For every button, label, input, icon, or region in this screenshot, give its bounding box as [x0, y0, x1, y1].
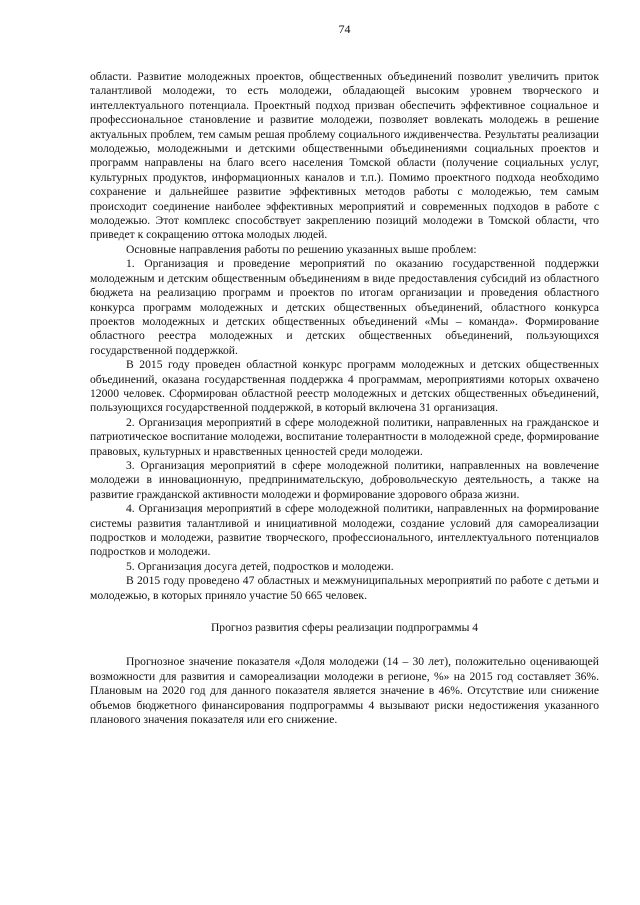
paragraph-2015-contest: В 2015 году проведен областной конкурс программ молодежных и детских общественных объединений, оказана государственная поддержка 4 программам, мероприятиями которых охвачено 12000 человек. Сформирован областной реестр молодежных и детских общественных объединений, пользующихся государственной поддержкой, в который включена 31 организация.	[90, 358, 599, 415]
paragraph-direction-2: 2. Организация мероприятий в сфере молодежной политики, направленных на гражданское и патриотическое воспитание молодежи, воспитание толерантности в молодежной среде, формирование правовых, культурных и нравственных ценностей среди молодежи.	[90, 415, 599, 458]
paragraph-direction-3: 3. Организация мероприятий в сфере молодежной политики, направленных на вовлечение молодежи в инновационную, предпринимательскую, добровольческую деятельность, а также на развитие гражданской активности молодежи и формирование здорового образа жизни.	[90, 458, 599, 501]
section-heading: Прогноз развития сферы реализации подпрограммы 4	[210, 621, 479, 635]
paragraph-2015-events: В 2015 году проведено 47 областных и межмуниципальных мероприятий по работе с детьми и молодежью, в которых приняло участие 50 665 человек.	[90, 574, 599, 602]
paragraph-forecast: Прогнозное значение показателя «Доля молодежи (14 – 30 лет), положительно оценивающей возможности для развития и самореализации молодежи в регионе, %» на 2015 год составляет 36%. Плановым на 2020 год для данного показателя является значение в 46%. Отсутствие или снижение объемов бюджетного финансирования подпрограммы 4 вызывают риски недостижения указанного планового значения показателя или его снижение.	[90, 655, 599, 727]
paragraph-direction-5: 5. Организация досуга детей, подростков и молодежи.	[126, 559, 394, 573]
paragraph-intro-continuation: области. Развитие молодежных проектов, общественных объединений позволит увеличить приток талантливой молодежи, то есть молодежи, обладающей высоким уровнем творческого и интеллектуального потенциала. Проектный подход призван обеспечить эффективное социальное и профессиональное становление и развитие молодежи, позволяет вовлекать молодежь в решение актуальных проблем, тем самым решая проблему социального иждивенчества. Результаты реализации молодежью, молодежными и детскими общественными объединениями социальных проектов и программ направлены на благо всего населения Томской области (получение социальных услуг, культурных продуктов, информационных каналов и т.п.). Помимо проектного подхода необходимо сохранение и дальнейшее развитие эффективных методов работы с молодежью, тем самым происходит соединение наиболее эффективных мероприятий и современных подходов в работе с молодежью. Этот комплекс способствует закреплению позиций молодежи в Томской области, что приведет к сокращению оттока молодых людей.	[90, 70, 599, 242]
paragraph-direction-4: 4. Организация мероприятий в сфере молодежной политики, направленных на формирование системы развития талантливой и инициативной молодежи, создание условий для самореализации подростков и молодежи, развитие творческого, профессионального, интеллектуального потенциалов подростков и молодежи.	[90, 502, 599, 559]
page-number: 74	[338, 22, 351, 36]
document-body	[90, 70, 599, 727]
paragraph-main-directions: Основные направления работы по решению указанных выше проблем:	[126, 242, 477, 256]
paragraph-direction-1: 1. Организация и проведение мероприятий по оказанию государственной поддержки молодежным и детским общественным объединениям в виде предоставления субсидий из областного бюджета на реализацию программ и проектов по итогам организации и проведения областного конкурса программ молодежных и детских общественных объединений, областного конкурса проектов молодежных и детских общественных объединений «Мы – команда». Формирование областного реестра молодежных и детских общественных объединений, пользующихся государственной поддержкой.	[90, 257, 599, 357]
